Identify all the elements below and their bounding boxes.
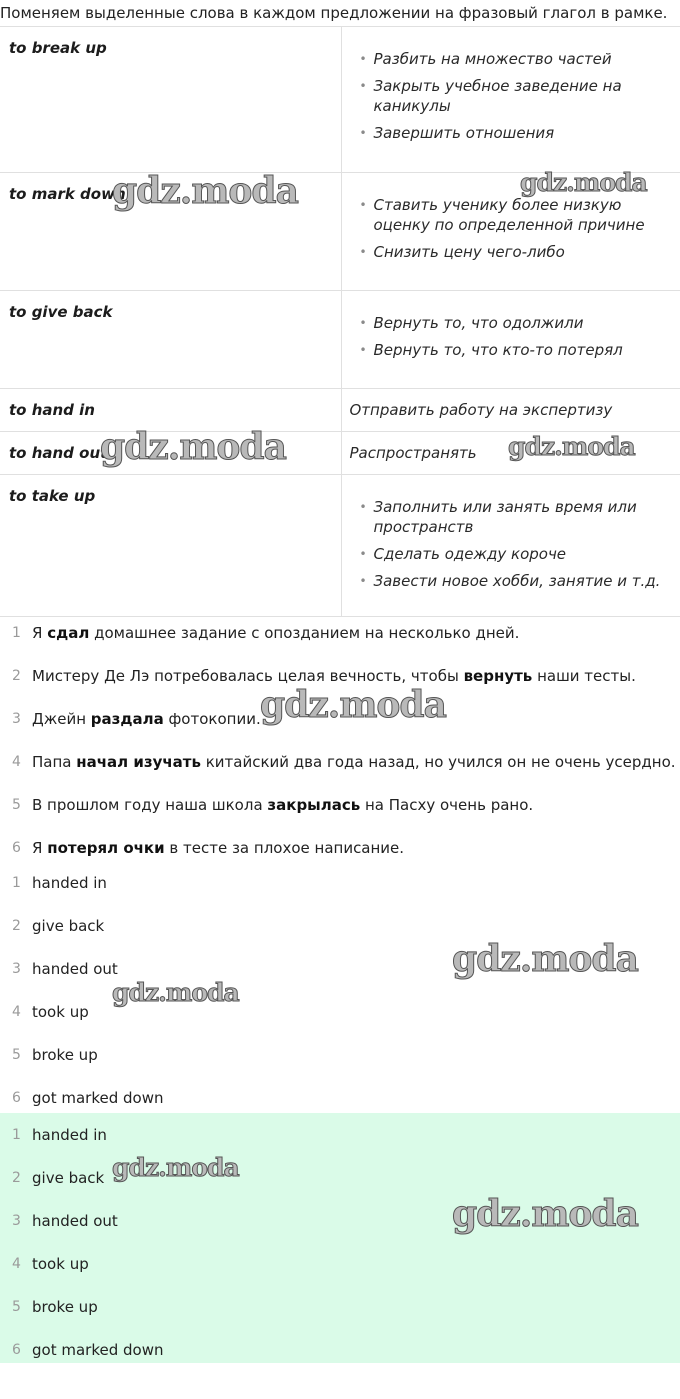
answer-text: took up [32,1002,89,1021]
sentence-text: Я потерял очки в тесте за плохое написание. [32,838,405,857]
item-number: 6 [12,1341,21,1358]
list-item [0,654,680,697]
list-item [0,740,680,783]
watermark: gdz.moda [112,978,239,1007]
list-item: • Ставить ученику более низкую оценку по определенной причине [350,195,673,235]
answer-text: handed in [32,873,107,892]
answer-text: handed out [32,1211,118,1230]
list-item [0,990,680,1033]
verb-cell: to take up [0,475,341,617]
watermark: gdz.moda [452,938,638,980]
sentences-list [0,611,680,869]
meaning-cell: Распространять [341,432,680,475]
list-item: • Закрыть учебное заведение на каникулы [350,76,673,116]
watermark: gdz.moda [100,426,286,468]
list-item [0,861,680,904]
list-item: • Вернуть то, что одолжили [350,313,673,333]
answer-text: handed in [32,1125,107,1144]
answer-text: handed out [32,959,118,978]
item-number: 6 [12,1089,21,1106]
answer-text: broke up [32,1297,98,1316]
list-item [0,1156,680,1199]
highlighted-answers-list [0,1113,680,1363]
table-row [0,475,680,617]
list-item: • Завершить отношения [350,123,673,143]
item-number: 6 [12,839,21,856]
list-item: • Снизить цену чего-либо [350,242,673,262]
table-row [0,27,680,173]
list-item [0,1328,680,1371]
verb-cell: to hand out [0,432,341,475]
meaning-cell: Отправить работу на экспертизу [341,389,680,432]
answer-text: got marked down [32,1340,164,1359]
watermark: gdz.moda [112,170,298,212]
item-number: 4 [12,753,21,770]
verb-cell: to give back [0,291,341,389]
list-item [0,611,680,654]
answer-text: give back [32,916,105,935]
item-number: 2 [12,1169,21,1186]
sentence-text: Я сдал домашнее задание с опозданием на несколько дней. [32,623,520,642]
sentence-text: Мистеру Де Лэ потребовалась целая вечность, чтобы вернуть наши тесты. [32,666,636,685]
item-number: 5 [12,1298,21,1315]
intro-text: Поменяем выделенные слова в каждом предложении на фразовый глагол в рамке. [0,4,668,22]
item-number: 4 [12,1255,21,1272]
list-item [0,1242,680,1285]
item-number: 3 [12,960,21,977]
list-item: • Вернуть то, что кто-то потерял [350,340,673,360]
meaning-cell [341,173,680,291]
sentence-text: Папа начал изучать китайский два года назад, но учился он не очень усердно. [32,752,676,771]
sentence-text: Джейн раздала фотокопии. [32,709,261,728]
item-number: 4 [12,1003,21,1020]
verb-cell: to mark down [0,173,341,291]
answers-list [0,861,680,1119]
meaning-cell [341,27,680,173]
watermark: gdz.moda [260,684,446,726]
item-number: 3 [12,710,21,727]
list-item [0,697,680,740]
list-item [0,1285,680,1328]
sentence-text: В прошлом году наша школа закрылась на Пасху очень рано. [32,795,534,814]
table-row [0,291,680,389]
list-item: • Заполнить или занять время или пространств [350,497,673,537]
answer-text: give back [32,1168,105,1187]
verb-cell: to hand in [0,389,341,432]
list-item [0,783,680,826]
list-item [0,1033,680,1076]
item-number: 1 [12,874,21,891]
answer-text: got marked down [32,1088,164,1107]
watermark: gdz.moda [520,168,647,197]
watermark: gdz.moda [112,1153,239,1182]
table-row [0,432,680,475]
list-item [0,904,680,947]
list-item: • Завести новое хобби, занятие и т.д. [350,571,673,591]
table-row [0,173,680,291]
watermark: gdz.moda [452,1193,638,1235]
item-number: 2 [12,667,21,684]
item-number: 2 [12,917,21,934]
answer-text: broke up [32,1045,98,1064]
item-number: 1 [12,624,21,641]
item-number: 1 [12,1126,21,1143]
item-number: 3 [12,1212,21,1229]
verb-cell: to break up [0,27,341,173]
list-item [0,1199,680,1242]
answer-text: took up [32,1254,89,1273]
phrasal-verbs-table [0,26,680,617]
list-item: • Разбить на множество частей [350,49,673,69]
meaning-cell [341,291,680,389]
item-number: 5 [12,1046,21,1063]
watermark: gdz.moda [508,432,635,461]
list-item [0,1113,680,1156]
item-number: 5 [12,796,21,813]
list-item: • Сделать одежду короче [350,544,673,564]
meaning-cell [341,475,680,617]
list-item [0,947,680,990]
table-row [0,389,680,432]
